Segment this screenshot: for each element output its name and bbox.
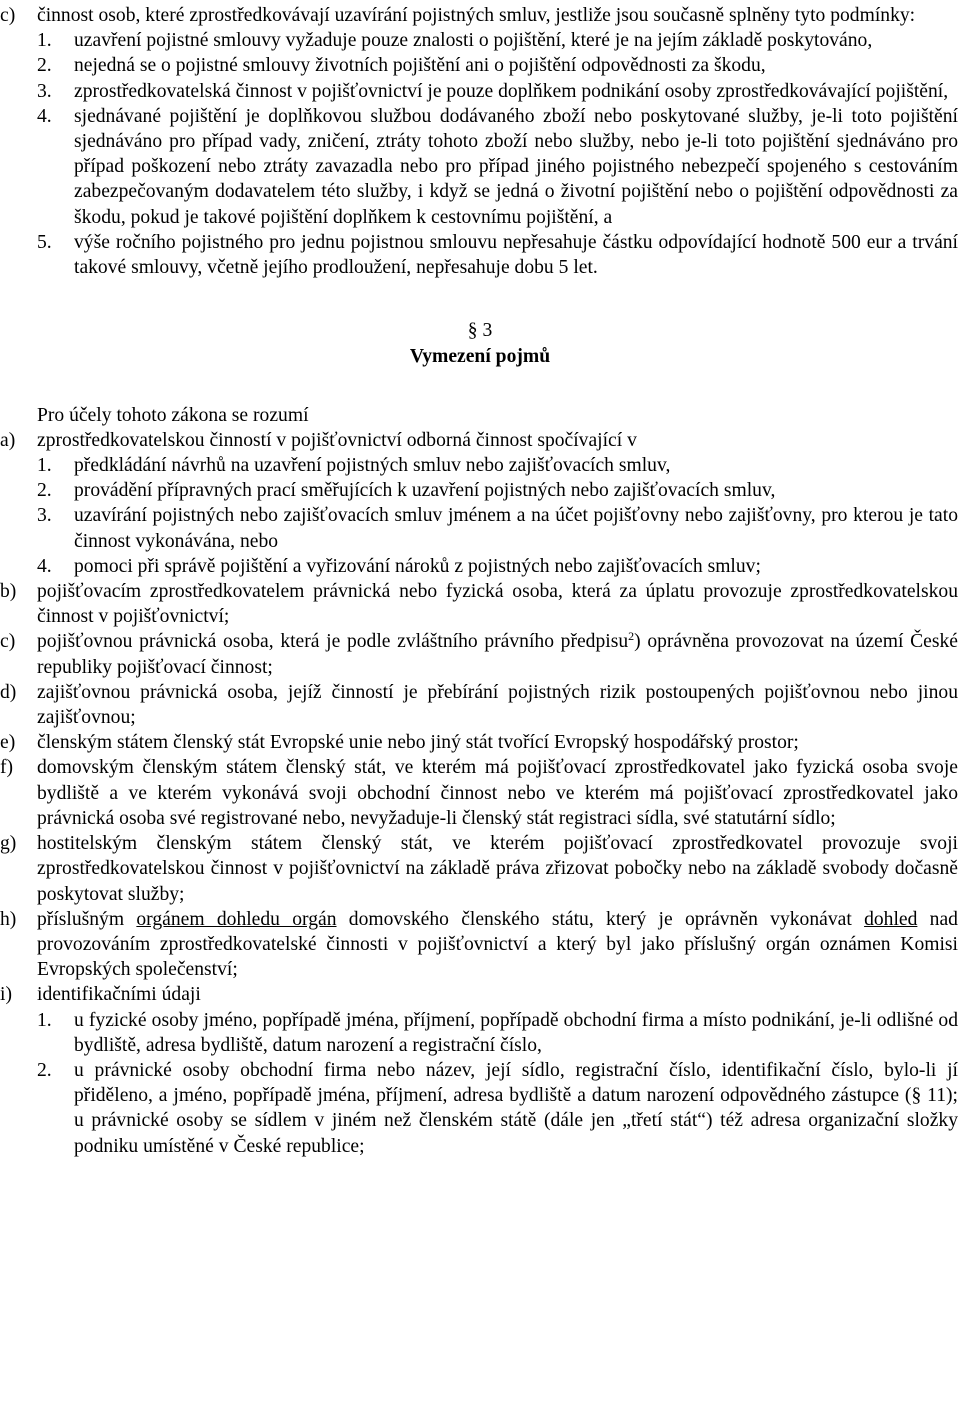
sub-number: 4. bbox=[37, 555, 52, 577]
definition-letter: a) bbox=[0, 429, 16, 451]
sub-text: provádění přípravných prací směřujících k uzavření pojistných nebo zajišťovacích smluv, bbox=[74, 480, 776, 502]
definition-letter: i) bbox=[0, 984, 12, 1006]
definition-sub-item bbox=[37, 503, 960, 553]
condition-number: 5. bbox=[37, 231, 52, 253]
definition-letter: e) bbox=[0, 732, 16, 754]
condition-text: nejedná se o pojistné smlouvy životních pojištění ani o pojištění odpovědnosti za škodu, bbox=[74, 55, 766, 77]
sub-text: pomoci při správě pojištění a vyřizování nároků z pojistných nebo zajišťovacích smluv; bbox=[74, 555, 761, 577]
definition-letter: f) bbox=[0, 757, 14, 779]
definition-sub-item bbox=[37, 453, 960, 478]
footnote-reference[interactable]: 2 bbox=[628, 629, 635, 644]
sub-text: u právnické osoby obchodní firma nebo název, její sídlo, registrační číslo, identifikační číslo, bylo-li jí přiděleno, a jméno, popřípadě jména, příjmení, adresa bydliště a datum narození odpovědného zástupce (§ 11); u právnické osoby se sídlem v jiném než členském státě (dále jen „třetí stát“) též adresa organizační složky podniku umístěné v České republice; bbox=[74, 1059, 958, 1157]
definition-text-continued: domovského členského státu, který je oprávněn vykonávat bbox=[348, 908, 852, 930]
definition-text: příslušným bbox=[37, 908, 125, 930]
condition-text: sjednávané pojištění je doplňkovou službou dodávaného zboží nebo poskytované služby, je-li toto pojištění sjednáváno pro případ vady, zničení, ztráty tohoto zboží nebo služby, nebo je-li toto pojištění sjednáváno pro případ poškození nebo ztráty zavazadla nebo pro případ jiného pojistného nebezpečí spojeného s cestováním zabezpečovaným dodavatelem této služby, i když se jedná o životní pojištění nebo o pojištění odpovědnosti za škodu, pokud je takové pojištění doplňkem k cestovnímu pojištění, a bbox=[74, 105, 958, 228]
sub-text: předkládání návrhů na uzavření pojistných smluv nebo zajišťovacích smluv, bbox=[74, 455, 671, 477]
definition-sub-item bbox=[37, 478, 960, 503]
sub-number: 2. bbox=[37, 480, 52, 502]
definition-letter: g) bbox=[0, 833, 17, 855]
condition-item bbox=[37, 53, 960, 78]
supervisory-authority-link[interactable]: orgánem dohledu orgán bbox=[136, 908, 337, 930]
definition-d bbox=[0, 680, 960, 730]
condition-item bbox=[37, 230, 960, 280]
definition-text-end: nad provozováním zprostředkovatelské činnosti v pojišťovnictví a který byl jako příslušný orgán oznámen Komisi Evropských společenství; bbox=[37, 908, 958, 981]
sub-number: 1. bbox=[37, 455, 52, 477]
definition-text: domovským členským státem členský stát, ve kterém má pojišťovací zprostředkovatel jako fyzická osoba svoje bydliště a ve kterém vykonává svoji obchodní činnost nebo ve kterém má pojišťovací zprostředkovatel jako právnická osoba své registrované nebo, nevyžaduje-li členský stát registraci sídla, své statutární sídlo; bbox=[37, 757, 958, 829]
condition-item bbox=[37, 104, 960, 230]
sub-number: 2. bbox=[37, 1059, 52, 1081]
definition-text: identifikačními údaji bbox=[37, 984, 201, 1006]
condition-number: 3. bbox=[37, 80, 52, 102]
condition-number: 2. bbox=[37, 55, 52, 77]
condition-text: uzavření pojistné smlouvy vyžaduje pouze znalosti o pojištění, které je na jejím základě poskytováno, bbox=[74, 30, 873, 52]
definition-a bbox=[0, 428, 960, 453]
definition-letter: c) bbox=[0, 631, 16, 653]
definition-text: hostitelským členským státem členský stát, ve kterém pojišťovací zprostředkovatel provozuje svoji zprostředkovatelskou činnost v pojišťovnictví na základě práva zřizovat pobočky nebo na základě svobody dočasně poskytovat služby; bbox=[37, 833, 958, 905]
sub-number: 3. bbox=[37, 505, 52, 527]
item-c-persons bbox=[0, 3, 960, 28]
definition-text: pojišťovacím zprostředkovatelem právnická nebo fyzická osoba, která za úplatu provozuje zprostředkovatelskou činnost v pojišťovnictví; bbox=[37, 581, 958, 628]
definition-c bbox=[0, 629, 960, 679]
definition-text: zajišťovnou právnická osoba, jejíž činností je přebírání pojistných rizik postoupených pojišťovnou nebo jinou zajišťovnou; bbox=[37, 681, 958, 729]
condition-number: 4. bbox=[37, 105, 52, 127]
definition-sub-item bbox=[37, 1058, 960, 1159]
condition-text: výše ročního pojistného pro jednu pojistnou smlouvu nepřesahuje částku odpovídající hodnotě 500 eur a trvání takové smlouvy, včetně jejího prodloužení, nepřesahuje dobu 5 let. bbox=[74, 231, 958, 279]
condition-number: 1. bbox=[37, 30, 52, 52]
definition-g bbox=[0, 831, 960, 907]
condition-item bbox=[37, 28, 960, 53]
condition-item bbox=[37, 79, 960, 104]
sub-number: 1. bbox=[37, 1009, 52, 1031]
supervision-link[interactable]: dohled bbox=[864, 908, 918, 930]
section-intro: Pro účely tohoto zákona se rozumí bbox=[37, 404, 309, 426]
definition-text: členským státem členský stát Evropské unie nebo jiný stát tvořící Evropský hospodářský prostor; bbox=[37, 732, 799, 754]
sub-text: u fyzické osoby jméno, popřípadě jména, příjmení, popřípadě obchodní firma a místo podnikání, je-li odlišné od bydliště, adresa bydliště, datum narození a registrační číslo, bbox=[74, 1009, 958, 1056]
definition-sub-item bbox=[37, 1008, 960, 1058]
definition-b bbox=[0, 579, 960, 629]
definition-text-continued: ) oprávněna provozovat na území České republiky pojišťovací činnost; bbox=[37, 631, 958, 678]
definition-letter: d) bbox=[0, 681, 17, 703]
definition-f bbox=[0, 755, 960, 831]
section-sign: § 3 bbox=[467, 320, 493, 342]
sub-text: uzavírání pojistných nebo zajišťovacích smluv jménem a na účet pojišťovny nebo zajišťovny, pro kterou je tato činnost vykonávána, nebo bbox=[74, 505, 958, 552]
definition-text: zprostředkovatelskou činností v pojišťovnictví odborná činnost spočívající v bbox=[37, 429, 637, 451]
definition-sub-item bbox=[37, 554, 960, 579]
definition-letter: b) bbox=[0, 581, 17, 603]
condition-text: zprostředkovatelská činnost v pojišťovnictví je pouze doplňkem podnikání osoby zprostředkovávající pojištění, bbox=[74, 80, 949, 102]
definition-e bbox=[0, 730, 960, 755]
definition-h bbox=[0, 907, 960, 983]
item-text: činnost osob, které zprostředkovávají uzavírání pojistných smluv, jestliže jsou současně splněny tyto podmínky: bbox=[37, 5, 916, 26]
item-letter: c) bbox=[0, 5, 16, 26]
section-title: Vymezení pojmů bbox=[409, 346, 551, 368]
definition-text: pojišťovnou právnická osoba, která je podle zvláštního právního předpisu bbox=[37, 631, 629, 653]
definition-i bbox=[0, 982, 960, 1007]
definition-letter: h) bbox=[0, 908, 17, 930]
